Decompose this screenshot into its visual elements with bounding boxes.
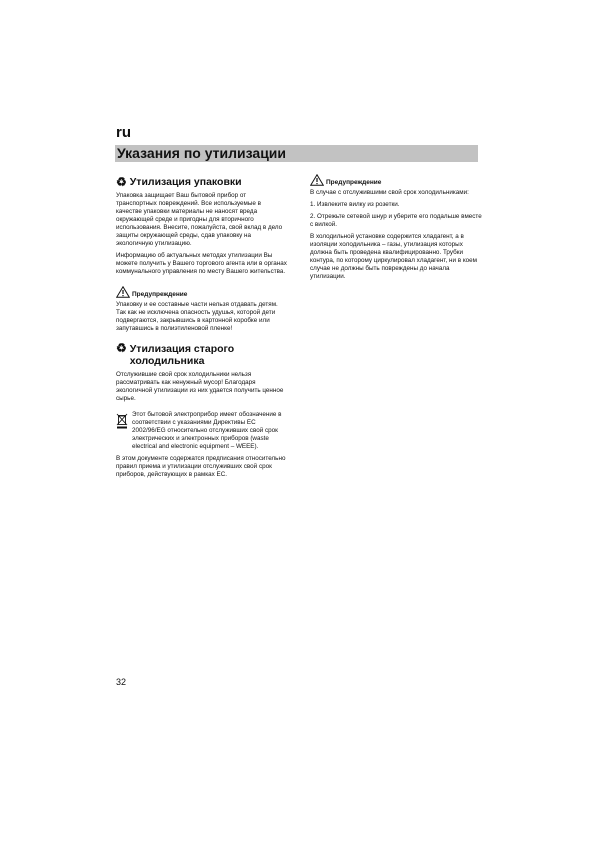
paragraph: В холодильной установке содержится хладагент, а в изоляции холодильника – газы, утилизация которых должна быть проведена квалифицированно. Трубки контура, по которому циркулировал хладагент, ни в коем случае не должны быть повреждены до начала утилизации. — [310, 233, 477, 280]
paragraph: В этом документе содержатся предписания относительно правил приема и утилизации отслуживших свой срок приборов, действующих в рамках ЕС. — [116, 455, 286, 478]
paragraph: Упаковка защищает Ваш бытовой прибор от транспортных повреждений. Все используемые в качестве упаковки материалы не наносят вреда окружающей среде и пригодны для вторичного использования. Внесите, пожалуйста, свой вклад в дело защиты окружающей среды, сдав упаковку на экологичную утилизацию. — [116, 192, 283, 247]
list-item: 1. Извлеките вилку из розетки. — [310, 201, 400, 208]
page-number: 32 — [116, 677, 127, 687]
weee-text: Этот бытовой электроприбор имеет обозначение в соответствии с указаниями Директивы ЕС 2002/96/EG относительно отслуживших свой срок электрических и электронных приборов (waste electrical and electronic equipment – WEEE). — [132, 411, 282, 450]
warning-triangle-icon — [116, 286, 130, 298]
paragraph: Информацию об актуальных методах утилизации Вы можете получить у Вашего торгового агента или в органах коммунального управления по месту Вашего жительства. — [116, 252, 287, 275]
warning-heading — [310, 174, 482, 186]
warning-heading — [116, 286, 288, 298]
weee-notice — [116, 411, 288, 455]
page-title: Указания по утилизации — [117, 145, 287, 161]
section-title: Утилизация старого холодильника — [129, 343, 235, 367]
warning-text: Упаковку и ее составные части нельзя отдавать детям. Так как не исключена опасность удушья, которой дети подвергаются, закрывшись в картонной коробке или запутавшись в полиэтиленовой пленке! — [116, 301, 278, 332]
warning-title: Предупреждение — [132, 291, 188, 298]
title-banner — [115, 145, 478, 162]
section-heading-packaging — [116, 176, 288, 188]
recycle-icon: ♻ — [116, 174, 127, 189]
section-heading-old-fridge — [116, 343, 288, 367]
recycle-icon: ♻ — [116, 341, 127, 355]
section-title: Утилизация упаковки — [129, 176, 242, 188]
left-column — [116, 176, 288, 483]
warning-title: Предупреждение — [326, 179, 382, 186]
crossed-bin-icon — [116, 413, 128, 429]
paragraph: Отслужившие свой срок холодильники нельзя рассматривать как ненужный мусор! Благодаря экологичной утилизации из них удается получить ценное сырье. — [116, 371, 284, 402]
warning-triangle-icon — [310, 174, 324, 186]
list-item: 2. Отрежьте сетевой шнур и уберите его подальше вместе с вилкой. — [310, 213, 482, 228]
paragraph: В случае с отслужившими свой срок холодильниками: — [310, 189, 469, 196]
right-column — [310, 174, 482, 285]
language-code: ru — [116, 124, 131, 141]
